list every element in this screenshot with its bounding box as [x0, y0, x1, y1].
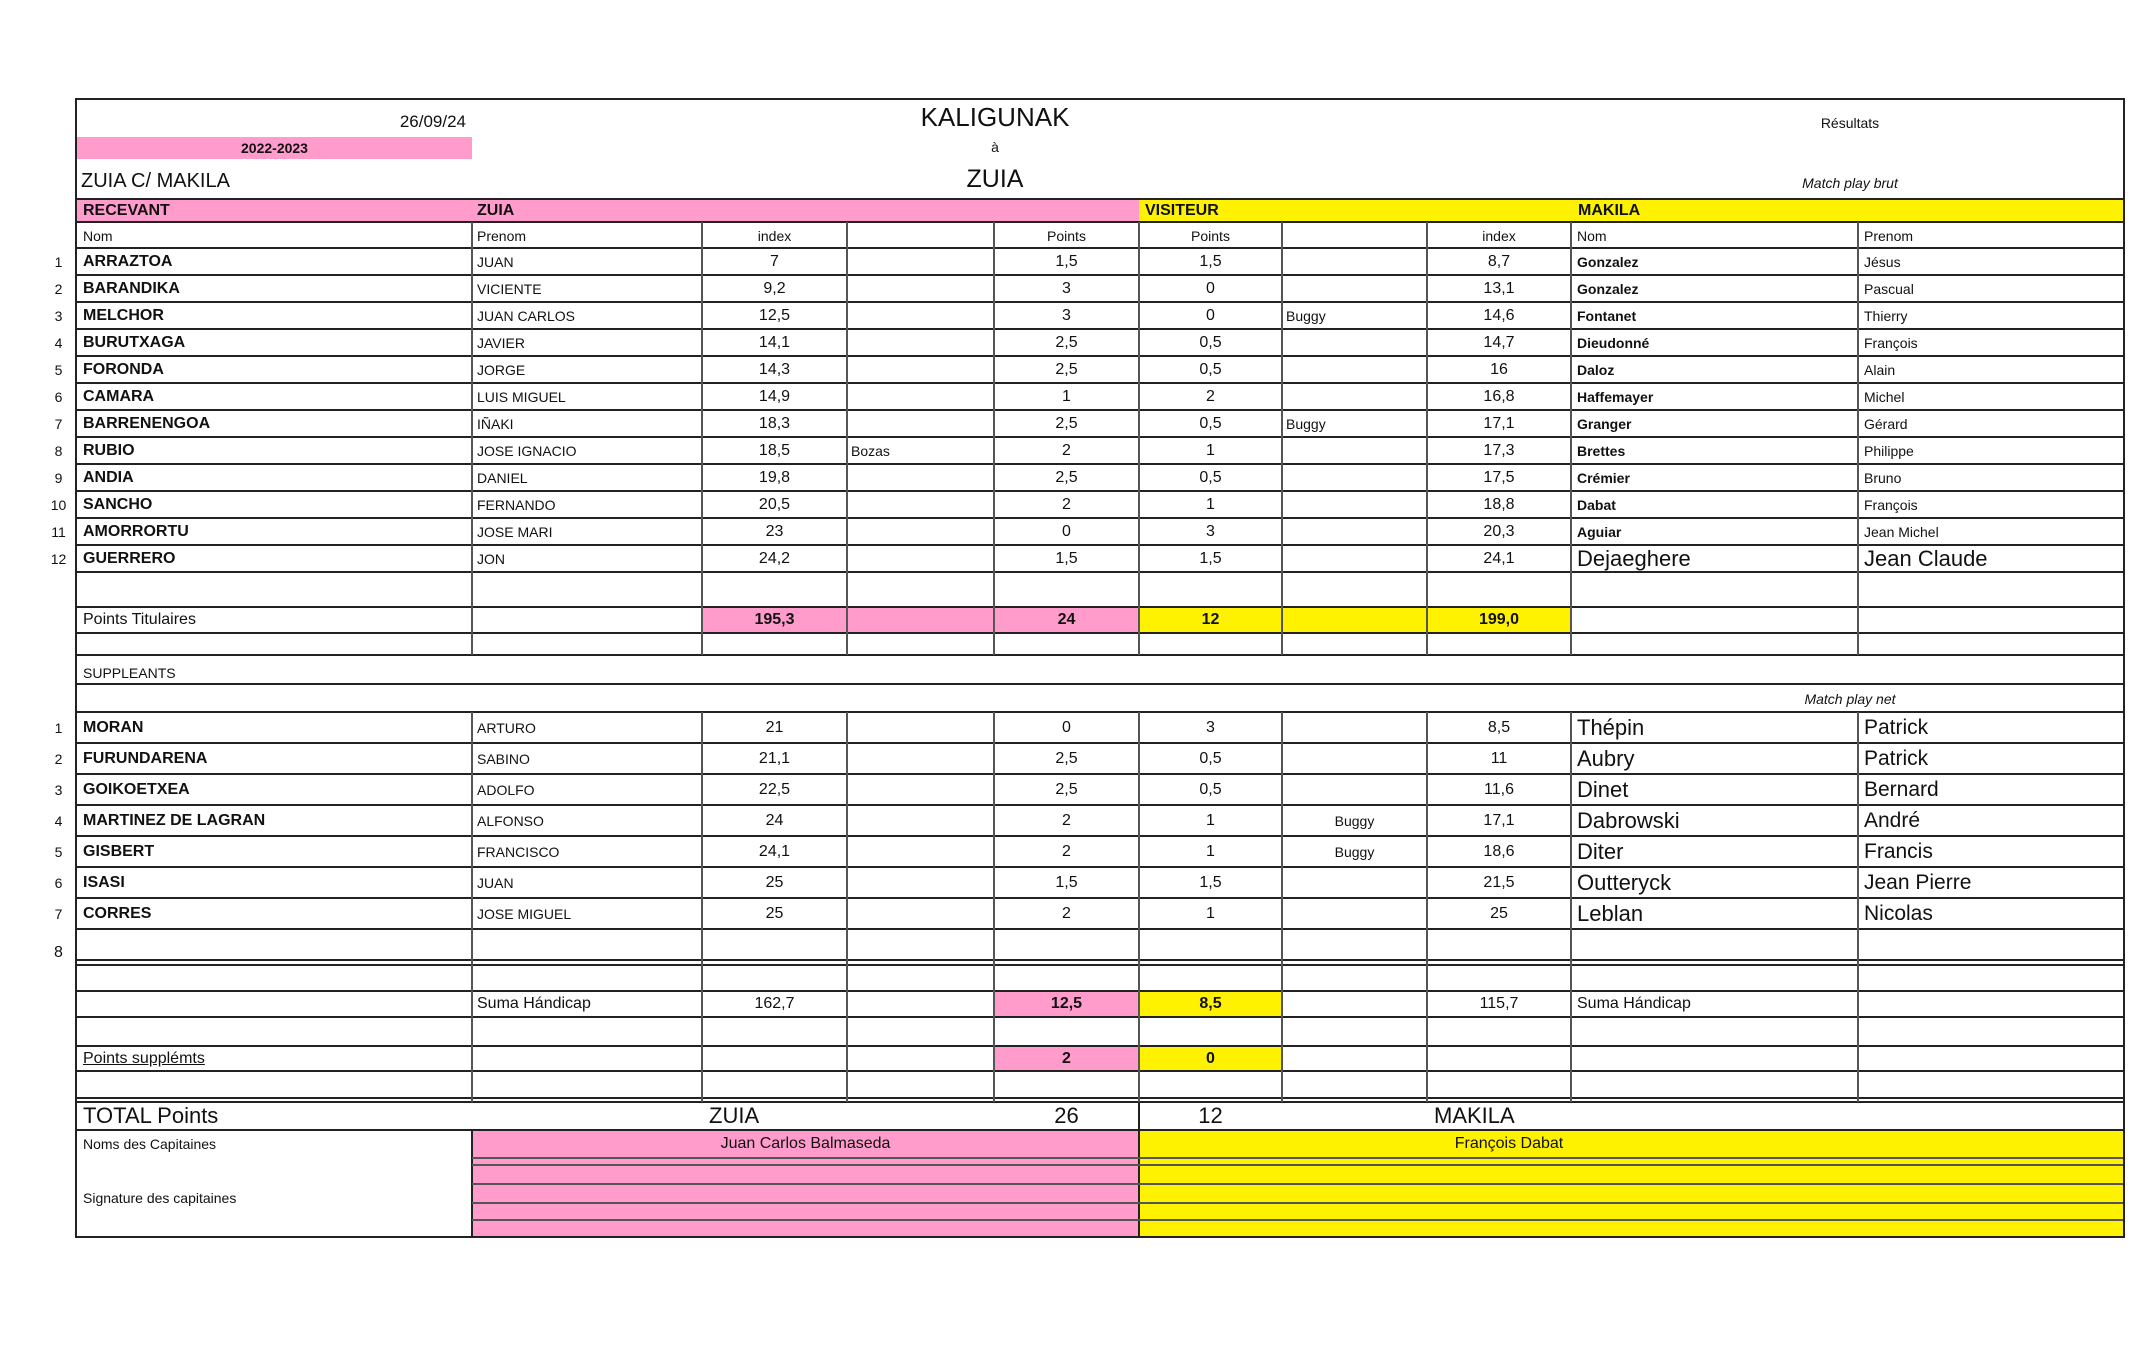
col-points-home: Points: [1047, 228, 1086, 244]
matchup-label: ZUIA C/ MAKILA: [81, 170, 230, 192]
points-titulaires-index-home: 195,3: [754, 611, 795, 628]
player-prenom: DANIEL: [477, 469, 528, 486]
supp-away-note: [1282, 898, 1427, 929]
row-number: 1: [54, 253, 63, 270]
supp-points-away: 1: [1206, 811, 1215, 829]
supp-points-away: 1,5: [1199, 873, 1222, 891]
points-home: 2: [1062, 441, 1071, 459]
supp-away-nom: Dinet: [1577, 776, 1629, 802]
supp-number: 4: [54, 812, 63, 829]
grid-vline: [2123, 99, 2125, 1237]
supp-points-away: 1: [1206, 904, 1215, 922]
away-prenom: Alain: [1864, 361, 1896, 378]
player-index: 9,2: [763, 279, 786, 297]
supp-away-prenom: André: [1864, 809, 1921, 832]
suma-label-away: Suma Hándicap: [1577, 995, 1691, 1012]
away-index: 18,8: [1483, 495, 1515, 513]
col-nom-away: Nom: [1577, 228, 1607, 244]
player-note: [847, 518, 994, 545]
player-note: [847, 545, 994, 572]
away-club-label: MAKILA: [1578, 201, 1641, 219]
supp-number: 3: [54, 781, 63, 798]
suma-pts-home: 12,5: [1050, 995, 1083, 1012]
grid-hline: [77, 964, 2123, 966]
away-nom: Haffemayer: [1577, 388, 1654, 405]
player-nom: ARRAZTOA: [83, 252, 173, 270]
away-nom: Gonzalez: [1577, 280, 1639, 297]
supp-nom: FURUNDARENA: [83, 749, 208, 767]
away-note: [1282, 383, 1427, 410]
points-supplements-pts-home: 2: [1062, 1049, 1071, 1067]
away-index: 24,1: [1483, 549, 1515, 567]
results-label: Résultats: [1820, 115, 1880, 131]
supp-away-prenom: Patrick: [1864, 747, 1929, 770]
supp-away-index: 25: [1490, 904, 1508, 922]
supp-prenom: ADOLFO: [477, 781, 535, 798]
row-number: 12: [50, 550, 67, 567]
grid-hline: [77, 198, 2123, 200]
away-prenom: Jésus: [1864, 253, 1901, 270]
col-index-home: index: [757, 228, 792, 244]
points-titulaires-index-away: 199,0: [1478, 611, 1520, 628]
player-index: 18,3: [758, 414, 791, 432]
player-nom: FORONDA: [83, 360, 164, 378]
suma-pts-away: 8,5: [1199, 995, 1222, 1012]
supp-points-home: 2: [1062, 904, 1071, 922]
row-number: 10: [50, 496, 67, 513]
row-number: 8: [54, 442, 63, 459]
away-index: 8,7: [1487, 252, 1511, 270]
points-home: 2,5: [1055, 414, 1078, 432]
grid-hline: [77, 221, 2123, 223]
supp-index: 21,1: [758, 749, 791, 767]
away-prenom: François: [1864, 496, 1918, 513]
points-home: 2: [1062, 495, 1071, 513]
points-away: 0,5: [1199, 360, 1222, 378]
supp-away-index: 17,1: [1483, 811, 1515, 829]
supp-away-prenom: Nicolas: [1864, 902, 1933, 925]
season-label: 2022-2023: [241, 140, 308, 156]
player-nom: CAMARA: [83, 387, 155, 405]
supp-away-nom: Outteryck: [1577, 869, 1672, 895]
supp-away-note: [1282, 743, 1427, 774]
supp-number: 2: [54, 750, 63, 767]
supp-away-prenom: Bernard: [1864, 778, 1939, 801]
supp-points-home: 2: [1062, 811, 1071, 829]
player-index: 23: [765, 522, 784, 540]
supp-index: 21: [765, 718, 784, 736]
player-prenom: LUIS MIGUEL: [477, 388, 566, 405]
supp-prenom: FRANCISCO: [477, 843, 560, 860]
supp-away-nom: Dabrowski: [1577, 807, 1680, 833]
suma-index-away: 115,7: [1479, 995, 1519, 1012]
col-prenom: Prenom: [477, 228, 527, 244]
supp-prenom: SABINO: [477, 750, 530, 767]
player-nom: MELCHOR: [83, 306, 164, 324]
away-nom: Fontanet: [1577, 307, 1637, 324]
player-note: [847, 248, 994, 275]
away-note: [1282, 491, 1427, 518]
supp-prenom: JOSE MIGUEL: [477, 905, 572, 922]
player-prenom: JOSE MARI: [477, 523, 553, 540]
supp-points-away: 0,5: [1199, 749, 1222, 767]
away-prenom: Thierry: [1864, 307, 1908, 324]
points-away: 1,5: [1199, 549, 1222, 567]
player-note: [847, 329, 994, 356]
supp-points-home: 2,5: [1055, 780, 1078, 798]
supp-away-prenom: Jean Pierre: [1864, 871, 1972, 894]
away-note: [1282, 518, 1427, 545]
supplements-label: SUPPLEANTS: [83, 665, 176, 681]
title-a: à: [991, 139, 999, 155]
supp-number: 1: [54, 719, 63, 736]
grid-hline: [75, 1236, 2125, 1238]
player-prenom: JUAN: [477, 253, 514, 270]
player-nom: ANDIA: [83, 468, 134, 486]
supp-points-away: 3: [1206, 718, 1215, 736]
date-label: 26/09/24: [399, 111, 466, 131]
away-nom: Dabat: [1577, 496, 1616, 513]
away-index: 17,1: [1483, 414, 1515, 432]
away-prenom: Bruno: [1864, 469, 1902, 486]
home-role-label: RECEVANT: [83, 201, 170, 219]
away-nom: Crémier: [1577, 469, 1630, 486]
supp-index: 24: [765, 811, 784, 829]
grid-hline: [472, 1183, 2123, 1185]
supp-away-note: Buggy: [1334, 843, 1375, 860]
supp-nom: MORAN: [83, 718, 144, 736]
points-home: 3: [1062, 279, 1071, 297]
away-nom: Dejaeghere: [1577, 545, 1691, 571]
player-note: [847, 410, 994, 437]
player-prenom: JOSE IGNACIO: [477, 442, 577, 459]
supp-number: 7: [54, 905, 63, 922]
away-nom: Granger: [1577, 415, 1632, 432]
player-nom: RUBIO: [83, 441, 135, 459]
total-label: TOTAL Points: [83, 1103, 219, 1128]
away-prenom: François: [1864, 334, 1918, 351]
away-prenom: Jean Claude: [1864, 545, 1988, 571]
points-supplements-pts-away: 0: [1206, 1049, 1215, 1067]
supp-away-note: [1282, 867, 1427, 898]
grid-hline: [472, 1219, 2123, 1221]
row-number: 5: [54, 361, 63, 378]
supp-away-index: 11: [1490, 749, 1508, 767]
away-note: [1282, 437, 1427, 464]
player-prenom: VICIENTE: [477, 280, 542, 297]
away-note: [1282, 545, 1427, 572]
supp-away-nom: Diter: [1577, 838, 1624, 864]
away-note: Buggy: [1286, 415, 1326, 432]
player-index: 7: [770, 252, 779, 270]
away-index: 14,6: [1483, 306, 1515, 324]
supp-nom: GOIKOETXEA: [83, 780, 190, 798]
points-home: 2,5: [1055, 333, 1078, 351]
supp-index: 25: [765, 904, 784, 922]
player-index: 20,5: [758, 495, 791, 513]
supp-away-note: [1282, 774, 1427, 805]
points-home: 2,5: [1055, 360, 1078, 378]
supp-prenom: ALFONSO: [477, 812, 544, 829]
player-index: 19,8: [758, 468, 791, 486]
away-index: 20,3: [1483, 522, 1515, 540]
player-note: [847, 464, 994, 491]
player-prenom: JORGE: [477, 361, 526, 378]
player-note: [847, 302, 994, 329]
points-home: 3: [1062, 306, 1071, 324]
points-away: 0,5: [1199, 333, 1222, 351]
total-pts-away: 12: [1198, 1103, 1223, 1128]
row-number: 11: [51, 523, 66, 540]
total-club-away: MAKILA: [1434, 1103, 1515, 1128]
home-club-label: ZUIA: [477, 201, 515, 219]
supp-points-away: 1: [1206, 842, 1215, 860]
player-nom: BURUTXAGA: [83, 333, 186, 351]
points-away: 1: [1206, 441, 1215, 459]
grid-hline: [77, 959, 2123, 961]
supp-away-note: Buggy: [1334, 812, 1375, 829]
player-index: 18,5: [758, 441, 791, 459]
supp-index: 25: [765, 873, 784, 891]
points-away: 0,5: [1199, 468, 1222, 486]
player-nom: GUERRERO: [83, 549, 176, 567]
points-away: 1,5: [1199, 252, 1222, 270]
player-nom: BARANDIKA: [83, 279, 180, 297]
player-note: [847, 383, 994, 410]
supp-points-home: 2: [1062, 842, 1071, 860]
total-club-home: ZUIA: [709, 1103, 760, 1128]
col-points-away: Points: [1191, 228, 1230, 244]
supp-away-index: 21,5: [1483, 873, 1515, 891]
away-index: 16: [1490, 360, 1508, 378]
away-index: 17,3: [1483, 441, 1515, 459]
player-index: 14,9: [758, 387, 791, 405]
away-nom: Aguiar: [1577, 523, 1622, 540]
away-index: 17,5: [1483, 468, 1515, 486]
col-index-away: index: [1482, 228, 1516, 244]
supp-away-nom: Aubry: [1577, 745, 1635, 771]
points-away: 0: [1206, 279, 1215, 297]
col-nom: Nom: [83, 228, 113, 244]
row-number: 3: [54, 307, 63, 324]
total-pts-home: 26: [1054, 1103, 1079, 1128]
points-titulaires-pts-away: 12: [1201, 611, 1220, 628]
points-away: 0,5: [1199, 414, 1222, 432]
player-index: 14,3: [758, 360, 791, 378]
captain-away-name: François Dabat: [1454, 1135, 1564, 1152]
supp-prenom: JUAN: [477, 874, 514, 891]
player-prenom: JAVIER: [477, 334, 525, 351]
row-number: 6: [54, 388, 63, 405]
supp-away-nom: Thépin: [1577, 714, 1645, 740]
supp-away-nom: Leblan: [1577, 900, 1644, 926]
points-away: 0: [1206, 306, 1215, 324]
points-supplements-label: Points supplémts: [83, 1049, 205, 1067]
away-note: [1282, 329, 1427, 356]
supp-nom: GISBERT: [83, 842, 155, 860]
suma-label-home: Suma Hándicap: [477, 995, 591, 1012]
points-away: 3: [1206, 522, 1215, 540]
points-away: 1: [1206, 495, 1215, 513]
away-prenom: Michel: [1864, 388, 1905, 405]
away-nom: Brettes: [1577, 442, 1626, 459]
suma-index-home: 162,7: [754, 995, 795, 1012]
supp-away-index: 11,6: [1484, 780, 1514, 798]
away-nom: Daloz: [1577, 361, 1615, 378]
points-titulaires-pts-home: 24: [1057, 611, 1076, 628]
away-note: Buggy: [1286, 307, 1326, 324]
supp-away-prenom: Francis: [1864, 840, 1933, 863]
points-home: 1: [1062, 387, 1071, 405]
player-note: [847, 491, 994, 518]
supp-nom: MARTINEZ DE LAGRAN: [83, 811, 266, 829]
supp-away-note: [1282, 712, 1427, 743]
supp-points-home: 0: [1062, 718, 1071, 736]
supp-number: 6: [54, 874, 63, 891]
player-note: Bozas: [851, 442, 890, 459]
supp-index: 24,1: [758, 842, 791, 860]
row-number: 4: [54, 334, 63, 351]
row-number: 9: [54, 469, 63, 486]
away-prenom: Pascual: [1864, 280, 1914, 297]
venue-label: ZUIA: [966, 164, 1024, 193]
page-title: KALIGUNAK: [920, 102, 1070, 132]
player-index: 12,5: [758, 306, 791, 324]
signature-label: Signature des capitaines: [83, 1190, 237, 1206]
row-number: 2: [54, 280, 63, 297]
player-prenom: IÑAKI: [477, 415, 514, 432]
player-note: [847, 356, 994, 383]
away-index: 13,1: [1483, 279, 1515, 297]
supp-number: 5: [54, 843, 63, 860]
player-note: [847, 275, 994, 302]
supp-points-home: 1,5: [1055, 873, 1078, 891]
away-note: [1282, 356, 1427, 383]
away-index: 16,8: [1483, 387, 1515, 405]
grid-hline: [472, 1202, 2123, 1204]
match-play-brut-label: Match play brut: [1802, 175, 1898, 191]
player-nom: BARRENENGOA: [83, 414, 211, 432]
supp-prenom: ARTURO: [477, 719, 536, 736]
grid-hline: [77, 1097, 2123, 1099]
away-nom: Dieudonné: [1577, 334, 1650, 351]
captains-label: Noms des Capitaines: [83, 1136, 217, 1152]
grid-hline: [77, 654, 2123, 656]
away-note: [1282, 248, 1427, 275]
row-number: 7: [54, 415, 63, 432]
supp-points-away: 0,5: [1199, 780, 1222, 798]
points-home: 2,5: [1055, 468, 1078, 486]
player-nom: AMORRORTU: [83, 522, 189, 540]
player-index: 14,1: [758, 333, 791, 351]
match-play-net-label: Match play net: [1804, 691, 1896, 707]
supp-away-index: 18,6: [1483, 842, 1515, 860]
grid-hline: [77, 683, 2123, 685]
away-index: 14,7: [1483, 333, 1515, 351]
player-prenom: JON: [477, 550, 505, 567]
player-prenom: JUAN CARLOS: [477, 307, 576, 324]
supp-away-prenom: Patrick: [1864, 716, 1929, 739]
away-note: [1282, 275, 1427, 302]
supp-index: 22,5: [758, 780, 791, 798]
points-titulaires-label: Points Titulaires: [83, 611, 196, 628]
col-prenom-away: Prenom: [1864, 228, 1914, 244]
supp-points-home: 2,5: [1055, 749, 1078, 767]
away-note: [1282, 464, 1427, 491]
points-home: 0: [1062, 522, 1071, 540]
player-prenom: FERNANDO: [477, 496, 556, 513]
supp-nom: ISASI: [83, 873, 125, 891]
away-prenom: Jean Michel: [1864, 523, 1939, 540]
player-nom: SANCHO: [83, 495, 153, 513]
captain-home-name: Juan Carlos Balmaseda: [720, 1135, 891, 1152]
supp-nom: CORRES: [83, 904, 152, 922]
points-home: 1,5: [1055, 252, 1078, 270]
supp-away-index: 8,5: [1487, 718, 1511, 736]
supp-row-8-number: 8: [54, 944, 63, 961]
grid-hline: [472, 1164, 2123, 1166]
points-away: 2: [1206, 387, 1215, 405]
player-index: 24,2: [758, 549, 791, 567]
away-role-label: VISITEUR: [1145, 201, 1219, 219]
away-prenom: Gérard: [1864, 415, 1908, 432]
away-prenom: Philippe: [1864, 442, 1914, 459]
points-home: 1,5: [1055, 549, 1078, 567]
away-nom: Gonzalez: [1577, 253, 1639, 270]
